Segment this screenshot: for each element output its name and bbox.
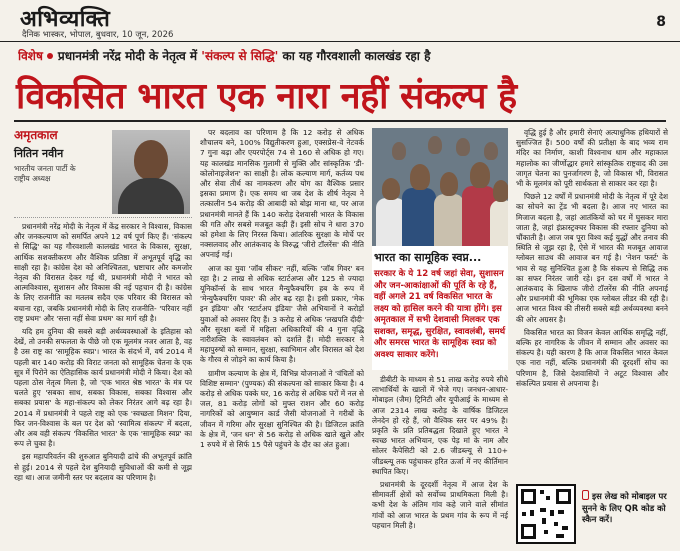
divider [14, 120, 666, 122]
bullet-icon [47, 53, 53, 59]
qr-instruction [582, 490, 668, 526]
dateline: दैनिक भास्कर, भोपाल, बुधवार, 10 जून, 2026 [22, 30, 174, 40]
paragraph: डीबीटी के माध्यम से 51 लाख करोड़ रुपये सीधे लाभार्थियों के खातों में भेजे गए। जनधन-आधार-मोबाइल (जैम) ट्रिनिटी और यूपीआई के माध्यम से आज 2314 लाख करोड़ के वार्षिक डिजिटल लेनदेन हो रहे हैं, जो वैश्विक स्तर पर 49% है। प्रकृति के प्रति प्रतिबद्धता दिखाते हुए भारत ने स्वच्छ भारत अभियान, एक पेड़ मां के नाम और सोलर कैपेसिटी को 2.6 जीडब्ल्यू से 110+ जीडब्ल्यू तक पहुंचाकर हरित ऊर्जा में नए कीर्तिमान स्थापित किए। [372, 375, 508, 476]
person [428, 136, 442, 154]
author-photo [112, 130, 190, 214]
person [493, 180, 508, 202]
paragraph: पिछले 12 वर्षों में प्रधानमंत्री मोदी के नेतृत्व में पूरे देश का सोचने का ट्रेंड भी बदला है। आज नए भारत का मिजाज बदला है, जहां आतंकियों को घर में घुसकर मारा जाता है, जहां इंफ्रास्ट्रक्चर विकास की रफ्तार दुनिया को चौंकाती है। आज जब पूरा विश्व कई युद्धों और तनाव की स्थिति से जूझ रहा है, ऐसे में भारत की मजबूत आवाज ग्लोबल साउथ की आवाज बन गई है। 'नेशन फर्स्ट' के भाव से यह सुनिश्चित हुआ है कि संकल्प से सिद्धि तक का सफर निरंतर जारी रहे। इन दस वर्षों में भारत ने आतंकवाद के खिलाफ जीरो टॉलरेंस की नीति अपनाई और प्रधानमंत्री की भूमिका एक ग्लोबल लीडर की रही है। आज भारत विश्व की तीसरी सबसे बड़ी अर्थव्यवस्था बनने की ओर अग्रसर है। [516, 192, 668, 324]
article-column-4 [516, 128, 668, 480]
person [456, 138, 470, 156]
paragraph: इस महापरिवर्तन की शुरुआत बुनियादी ढांचे की अभूतपूर्व क्रांति से हुई। 2014 से पहले देश बुनियादी सुविधाओं की कमी से जूझ रहा था। आज जमीनी स्तर पर बदलाव का परिणाम है। [14, 452, 192, 482]
qr-section [516, 484, 668, 546]
qr-instruction-text: इस लेख को मोबाइल पर सुनने के लिए QR कोड को स्कैन करें। [582, 491, 667, 524]
caption-body: सरकार के ये 12 वर्ष जहां सेवा, सुशासन और जन-आकांक्षाओं की पूर्ति के रहे हैं, वहीं अगले 21 वर्ष विकसित भारत के लक्ष्य को हासिल करने की यात्रा होंगे। इस अमृतकाल में सभी देशवासी मिलकर एक सशक्त, समृद्ध, सुरक्षित, स्वावलंबी, समर्थ और समरस भारत के सामूहिक स्वप्न को अवश्य साकार करेंगे। [374, 269, 506, 360]
kicker [18, 47, 668, 67]
article-column-3 [372, 375, 508, 547]
paragraph: प्रधानमंत्री नरेंद्र मोदी के नेतृत्व में केंद्र सरकार ने विश्वास, विकास और जनकल्याण को समर्पित अपने 12 वर्ष पूर्ण किए हैं। 'संकल्प से सिद्धि' का यह गौरवशाली कालखंड भारत के विकास, सुरक्षा, आर्थिक सशक्तीकरण और वैश्विक प्रतिष्ठा में अभूतपूर्व वृद्धि का साक्षी रहा है। कांग्रेस देश को अनिश्चितता, भ्रष्टाचार और कमजोर नेतृत्व की विरासत देकर गई थी, प्रधानमंत्री मोदी ने भारत को आत्मविश्वास, सुशासन और विकास की नई पहचान दी है। कांग्रेस के लिए राजनीति का मतलब सदैव एक परिवार की विरासत को बचाना रहा, जबकि प्रधानमंत्री मोदी के लिए राजनीति- 'परिवार नहीं राष्ट्र प्रथम' और 'सत्ता नहीं सेवा प्रथम' का मार्ग रही है। [14, 222, 192, 323]
article-column-1 [14, 222, 192, 547]
paragraph: विकसित भारत का विजन केवल आर्थिक समृद्धि नहीं, बल्कि हर नागरिक के जीवन में सम्मान और अवसर का संकल्प है। यही कारण है कि आज विकसित भारत केवल एक नारा नहीं, बल्कि प्रधानमंत्री की दूरदर्शी सोच का परिणाम है, जिसे देशवासियों ने अटूट विश्वास और संकल्पित प्रयास से अपनाया है। [516, 327, 668, 388]
section-label: अमृतकाल [14, 128, 58, 142]
person [392, 142, 406, 160]
paragraph: ग्रामीण कल्याण के क्षेत्र में, विभिन्न योजनाओं ने 'वंचितों को विशिष्ट सम्मान' (पुण्यक) की संकल्पना को साकार किया है। 4 करोड़ से अधिक पक्के घर, 16 करोड़ से अधिक घरों में नल से जल, 81 करोड़ लोगों को मुफ्त राशन और 60 करोड़ नागरिकों को आयुष्मान कार्ड जैसी योजनाओं ने गरीबों के जीवन में गरिमा और सुरक्षा सुनिश्चित की है। डिजिटल क्रांति के क्षेत्र में, 'जन धन' से 56 करोड़ से अधिक खाते खुले और 1 रुपये में से सिर्फ 15 पैसे पहुंचने के दौर का अंत हुआ। [200, 368, 364, 450]
newspaper-brand: अभिव्यक्ति [20, 6, 111, 32]
paragraph: पर बदलाव का परिणाम है कि 12 करोड़ से अधिक शौचालय बने, 100% विद्युतीकरण हुआ, एक्सप्रेस-वे नेटवर्क 7 गुना बढ़ा और एयरपोर्ट्स 74 से 160 से अधिक हो गए। यह कालखंड मानसिक गुलामी से मुक्ति और सांस्कृतिक 'डी-कोलोनाइजेशन' का साक्षी है। लोक कल्याण मार्ग, कर्तव्य पथ और सेवा तीर्थ का नामकरण और योग का वैश्विक प्रसार इसका प्रमाण है। एक समय था जब देश के शीर्ष नेतृत्व ने तत्कालीन 54 करोड़ की आबादी को बोझ माना था, पर आज प्रधानमंत्री मानते हैं कि 140 करोड़ देशवासी भारत के विकास की गति और सबसे मजबूत कड़ी हैं। इसी सोच ने धारा 370 को हमेशा के लिए निरस्त किया। आंतरिक सुरक्षा के मोर्चे पर नक्सलवाद और आतंकवाद के विरुद्ध 'जीरो टॉलरेंस' की नीति अपनाई गई। [200, 128, 364, 260]
author-name: नितिन नवीन [14, 147, 64, 160]
masthead [0, 0, 680, 42]
caption-title: भारत का सामूहिक स्वप्न... [374, 251, 482, 264]
headline: विकसित भारत एक नारा नहीं संकल्प है [16, 76, 517, 117]
person [434, 194, 464, 246]
person [402, 188, 436, 246]
person [490, 200, 508, 246]
kicker-text-after: का यह गौरवशाली कालखंड रहा है [278, 49, 431, 63]
qr-code[interactable] [516, 484, 576, 544]
paragraph: यदि हम दुनिया की सबसे बड़ी अर्थव्यवस्थाओं के इतिहास को देखें, तो उनकी सफलता के पीछे जो एक मूलमंत्र नजर आता है, वह है उस राष्ट्र का 'सामूहिक स्वप्न'। भारत के संदर्भ में, वर्ष 2014 में पहली बार 140 करोड़ की विराट जनता को सामूहिक चेतना के एक सूत्र में पिरोने का ऐतिहासिक कार्य प्रधानमंत्री मोदी ने किया। देश को पहला ठोस नेतृत्व मिला है, जो 'एक भारत श्रेष्ठ भारत' के मंत्र पर चलते हुए 'सबका साथ, सबका विकास, सबका विश्वास और सबका प्रयास' के महा-संकल्प को लेकर निरंतर आगे बढ़ रहा है। 2014 में प्रधानमंत्री ने पहले राष्ट्र को एक 'स्वच्छता मिशन' दिया, फिर जन-विश्वास के बल पर देश को 'स्वामित्व संकल्प' में बदला, और अब वही संकल्प 'विकसित भारत' के एक 'सामूहिक स्वप्न' का रूप ले चुका है। [14, 327, 192, 449]
article-column-2 [200, 128, 364, 547]
crowd-photo [372, 128, 508, 246]
person [410, 164, 430, 190]
person [470, 162, 490, 188]
phone-icon [582, 490, 589, 500]
page-number: 8 [656, 14, 666, 30]
person [484, 142, 498, 160]
kicker-tag: विशेष [18, 49, 43, 63]
kicker-highlight: 'संकल्प से सिद्धि' [201, 49, 279, 63]
paragraph: वृद्धि हुई है और हमारी सेनाएं अत्याधुनिक हथियारों से सुसज्जित हैं। 500 वर्षों की प्रतीक्षा के बाद भव्य राम मंदिर का निर्माण, काशी विश्वनाथ धाम और महाकाल महालोक का जीर्णोद्धार हमारे सांस्कृतिक राष्ट्रवाद की उस जागृत चेतना का पुनर्जागरण है, जो विकास भी, विरासत भी के मूलमंत्र को पूरी सार्थकता से साकार कर रहा है। [516, 128, 668, 189]
paragraph: आज का युवा 'जॉब सीकर' नहीं, बल्कि 'जॉब गिवर' बन रहा है। 2 लाख से अधिक स्टार्टअप्स और 125 से ज्यादा यूनिकॉर्न्स के साथ भारत मैन्युफैक्चरिंग हब के रूप में 'मेन्युफैक्चरिंग पावर' की ओर बढ़ रहा है। इसी प्रकार, 'मेक इन इंडिया' और 'स्टार्टअप इंडिया' जैसे अभियानों ने करोड़ों युवाओं को अवसर दिए हैं। 3 करोड़ से अधिक 'लखपति दीदी' और सुरक्षा बलों में महिला अधिकारियों की 4 गुना वृद्धि नारीशक्ति के स्वावलंबन को दर्शाते हैं। मोदी सरकार ने महापुरुषों को सम्मान, सुरक्षा, स्वाभिमान और विरासत को देश के गौरव से जोड़ने का कार्य किया है। [200, 263, 364, 365]
kicker-text-before: प्रधानमंत्री नरेंद्र मोदी के नेतृत्व में [57, 49, 202, 63]
paragraph: प्रधानमंत्री के दूरदर्शी नेतृत्व में आज देश के सीमावर्ती क्षेत्रों को सर्वोच्च प्राथमिकता मिली है। कभी देश के अंतिम गांव कहे जाने वाले सीमांत गांवों को आज भारत के प्रथम गांव के रूप में नई पहचान मिली है। [372, 480, 508, 530]
photo-caption [372, 246, 508, 370]
author-photo-head [134, 140, 168, 180]
author-role: भारतीय जनता पार्टी के राष्ट्रीय अध्यक्ष [14, 164, 76, 183]
author-block [14, 126, 192, 218]
author-photo-body [118, 178, 184, 214]
person [382, 178, 400, 200]
person [440, 172, 458, 196]
